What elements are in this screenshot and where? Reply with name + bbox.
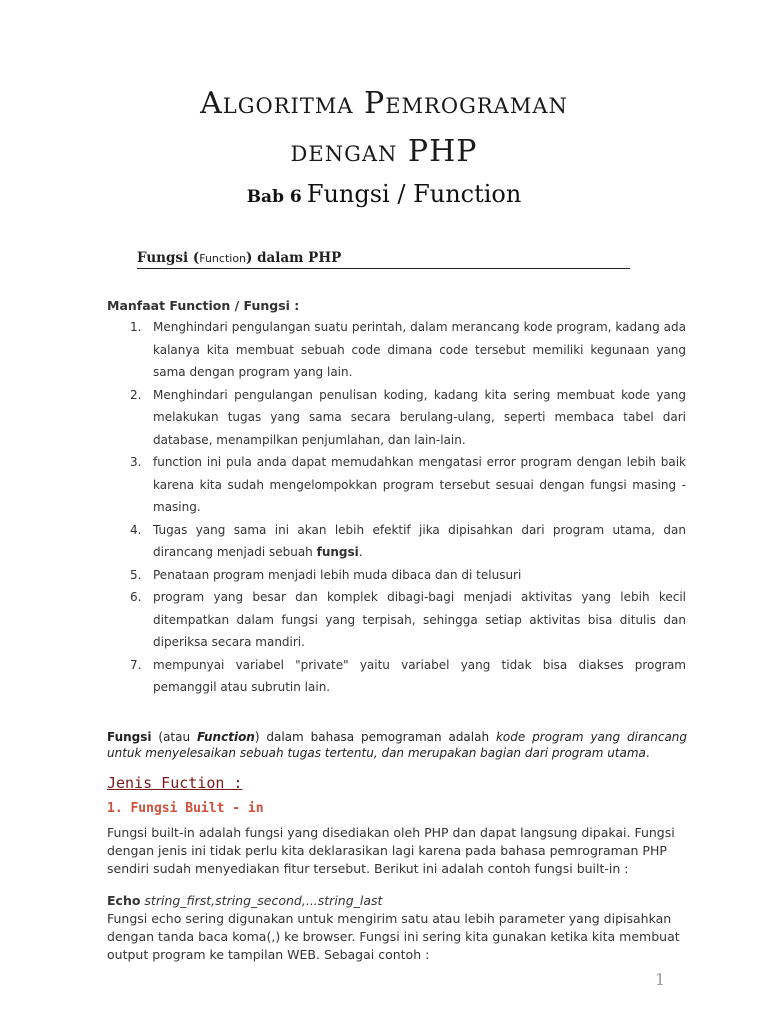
list-item-text: mempunyai variabel "private" yaitu variabel yang tidak bisa diakses program pemanggil atau subrutin lain. bbox=[153, 657, 686, 694]
page-number: 1 bbox=[655, 970, 666, 989]
section-subheading bbox=[137, 250, 630, 269]
list-item-number: 2. bbox=[130, 387, 142, 402]
list-item-text: Penataan program menjadi lebih muda dibaca dan di telusuri bbox=[153, 567, 522, 582]
subheading-part2: ) dalam PHP bbox=[246, 250, 342, 266]
title-line-2: dengan PHP bbox=[290, 134, 478, 170]
intro-text-2: ) dalam bahasa pemograman adalah bbox=[254, 730, 496, 744]
jenis-heading: Jenis Fuction : bbox=[107, 774, 243, 792]
list-item bbox=[120, 519, 686, 564]
intro-paragraph bbox=[107, 729, 687, 761]
list-item-bold-text: fungsi bbox=[316, 545, 359, 559]
list-item bbox=[120, 451, 686, 519]
chapter-heading bbox=[0, 180, 768, 208]
intro-text-1: (atau bbox=[151, 730, 197, 744]
list-item-text: Menghindari pengulangan penulisan koding, kadang kita sering membuat kode yang melakukan tugas yang sama secara berulang-ulang, seperti membaca tabel dari database, menampilkan penjumlahan, dan lain-lain. bbox=[153, 387, 686, 447]
list-item-text-after: . bbox=[358, 545, 363, 559]
title-line-1: Algoritma Pemrograman bbox=[200, 86, 568, 122]
subheading-part1: Fungsi ( bbox=[137, 250, 200, 266]
intro-text-3: . bbox=[645, 746, 650, 760]
list-item-text: program yang besar dan komplek dibagi-bagi menjadi aktivitas yang lebih kecil ditempatkan dalam fungsi yang terpisah, sehingga setiap aktivitas bisa ditulis dan diperiksa secara mandiri. bbox=[153, 590, 686, 649]
list-item bbox=[120, 586, 686, 654]
intro-italic: kode program yang dirancang untuk menyelesaikan sebuah tugas tertentu, dan merupakan bagian dari program utama bbox=[107, 730, 688, 760]
builtin-heading: 1. Fungsi Built - in bbox=[107, 801, 264, 816]
echo-description: Fungsi echo sering digunakan untuk mengirim satu atau lebih parameter yang dipisahkan dengan tanda baca koma(,) ke browser. Fungsi ini sering kita gunakan ketika kita membuat output program ke tampilan WEB. Sebagai contoh : bbox=[107, 911, 680, 962]
echo-signature bbox=[107, 892, 687, 910]
list-item-number: 5. bbox=[130, 567, 142, 582]
list-item-number: 3. bbox=[130, 455, 142, 469]
list-item bbox=[120, 384, 686, 452]
subheading-function-word: Function bbox=[199, 252, 247, 265]
chapter-number: Bab 6 bbox=[246, 187, 302, 207]
manfaat-heading: Manfaat Function / Fungsi : bbox=[107, 298, 300, 313]
list-item-text: Tugas yang sama ini akan lebih efektif jika dipisahkan dari program utama, dan dirancang menjadi sebuah bbox=[153, 522, 686, 559]
list-item-number: 1. bbox=[130, 320, 142, 334]
list-item-number: 6. bbox=[130, 590, 142, 604]
list-item-text: function ini pula anda dapat memudahkan mengatasi error program dengan lebih baik karena kita sudah mengelompokkan program tersebut sesuai dengan fungsi masing - masing. bbox=[153, 455, 686, 514]
intro-bold: Fungsi bbox=[107, 730, 152, 744]
list-item bbox=[120, 564, 686, 587]
benefits-list bbox=[120, 316, 686, 699]
list-item bbox=[120, 654, 686, 699]
list-item bbox=[120, 316, 686, 384]
chapter-title: Fungsi / Function bbox=[306, 180, 522, 208]
list-item-text: Menghindari pengulangan suatu perintah, dalam merancang kode program, kadang ada kalanya kita membuat sebuah code dimana code tersebut memiliki kegunaan yang sama dengan program yang lain. bbox=[153, 320, 686, 379]
list-item-number: 7. bbox=[130, 657, 142, 672]
list-item-number: 4. bbox=[130, 522, 142, 537]
echo-keyword: Echo bbox=[107, 893, 141, 908]
builtin-paragraph: Fungsi built-in adalah fungsi yang disediakan oleh PHP dan dapat langsung dipakai. Fungsi dengan jenis ini tidak perlu kita deklarasikan lagi karena pada bahasa pemrograman PHP sendiri sudah menyediakan fitur tersebut. Berikut ini adalah contoh fungsi built-in : bbox=[107, 825, 675, 876]
intro-bold-italic: Function bbox=[196, 730, 255, 744]
echo-params: string_first,string_second,...string_last bbox=[144, 893, 383, 908]
